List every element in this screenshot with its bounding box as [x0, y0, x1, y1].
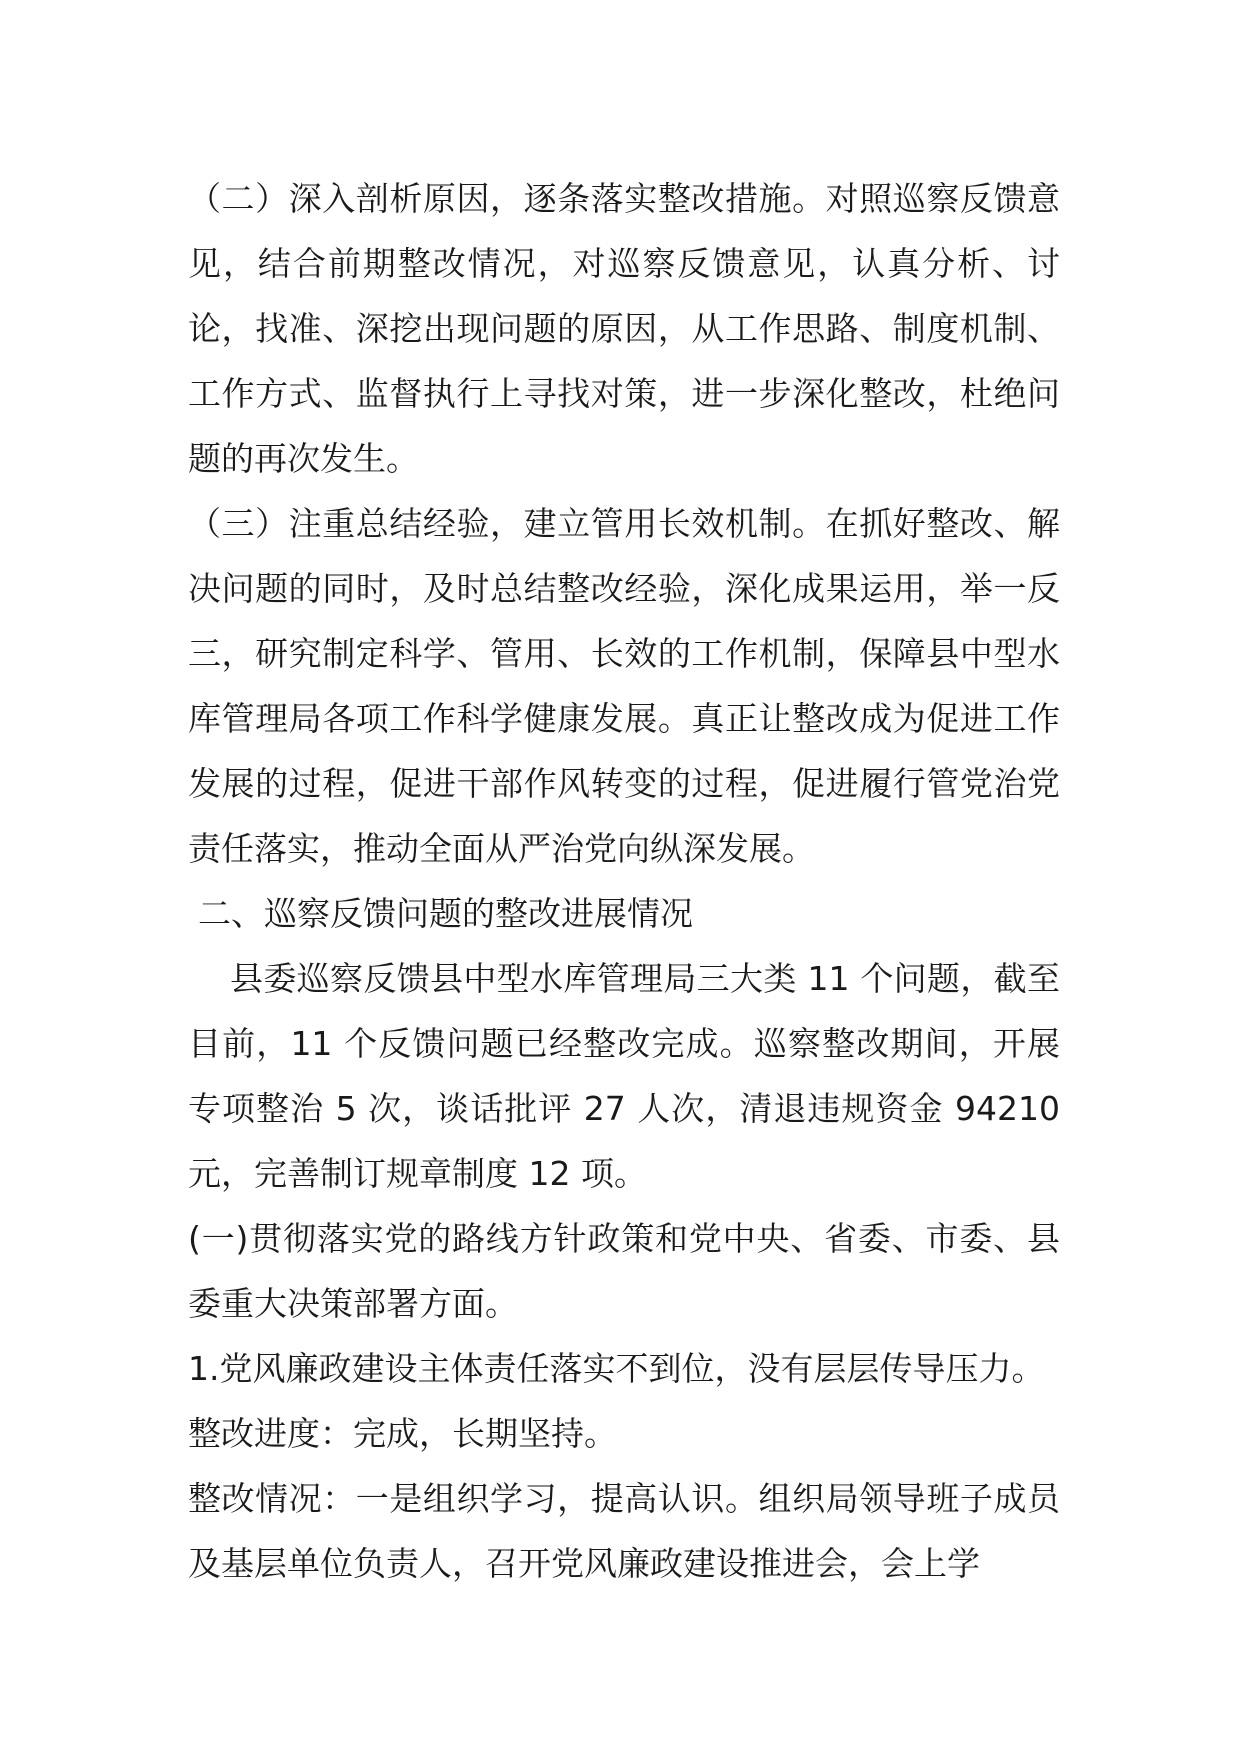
rectification-status: 整改情况：一是组织学习，提高认识。组织局领导班子成员及基层单位负责人，召开党风廉政建设推进会，会上学	[188, 1479, 1060, 1583]
paragraph-measure-3: （三）注重总结经验，建立管用长效机制。在抓好整改、解决问题的同时，及时总结整改经验，深化成果运用，举一反三，研究制定科学、管用、长效的工作机制，保障县中型水库管理局各项工作科学健康发展。真正让整改成为促进工作发展的过程，促进干部作风转变的过程，促进履行管党治党责任落实，推动全面从严治党向纵深发展。	[188, 504, 1060, 868]
subsection-heading-1: (一)贯彻落实党的路线方针政策和党中央、省委、市委、县委重大决策部署方面。	[188, 1219, 1060, 1323]
section-heading-2: 二、巡察反馈问题的整改进展情况	[198, 894, 693, 933]
rectification-progress: 整改进度：完成，长期坚持。	[188, 1414, 617, 1453]
document-body	[188, 166, 1060, 1596]
paragraph-measure-2: （二）深入剖析原因，逐条落实整改措施。对照巡察反馈意见，结合前期整改情况，对巡察反馈意见，认真分析、讨论，找准、深挖出现问题的原因，从工作思路、制度机制、工作方式、监督执行上寻找对策，进一步深化整改，杜绝问题的再次发生。	[188, 179, 1060, 478]
paragraph-summary: 县委巡察反馈县中型水库管理局三大类 11 个问题，截至目前，11 个反馈问题已经整改完成。巡察整改期间，开展专项整治 5 次，谈话批评 27 人次，清退违规资金 94210 元，完善制订规章制度 12 项。	[188, 959, 1060, 1193]
issue-item-1: 1.党风廉政建设主体责任落实不到位，没有层层传导压力。	[188, 1349, 1045, 1388]
